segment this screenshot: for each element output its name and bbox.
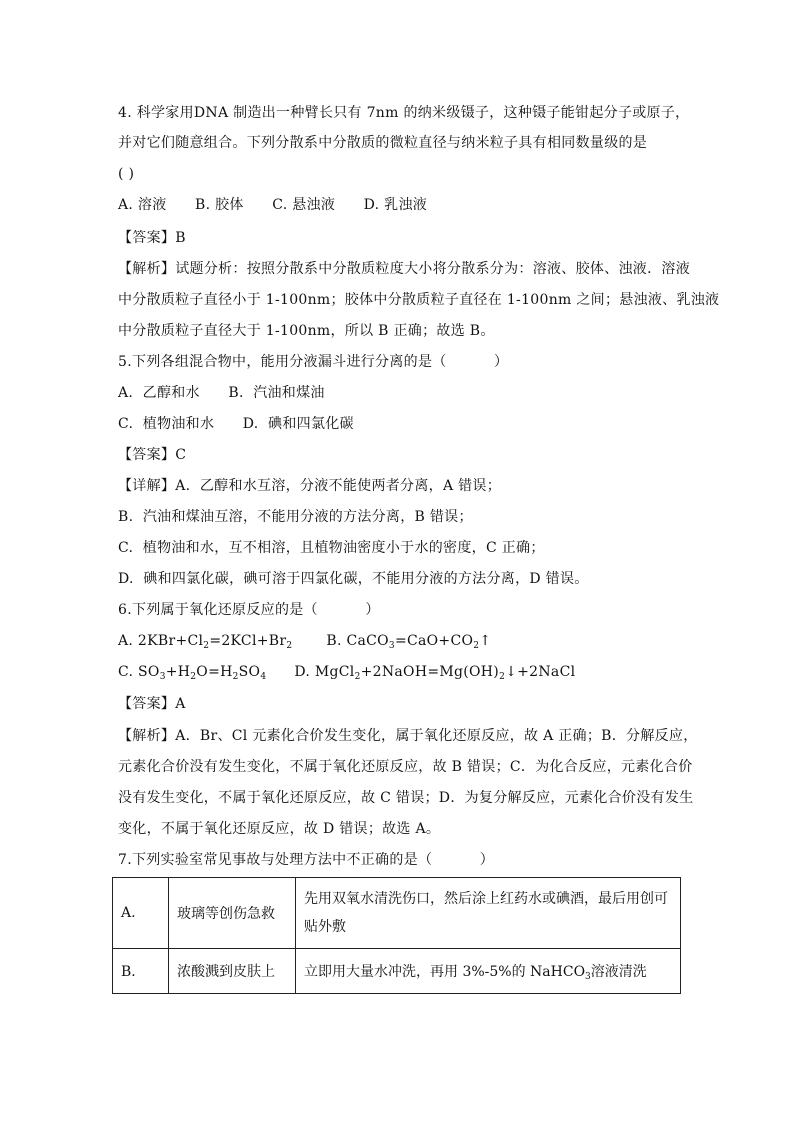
q7-table — [112, 877, 681, 994]
q6-options-cd — [118, 662, 575, 682]
q5-options-cd: C. 植物油和水 D. 碘和四氯化碳 — [118, 416, 354, 432]
q6-analysis-line4: 变化，不属于氧化还原反应，故 D 错误；故选 A。 — [118, 821, 441, 837]
q7-row-b-method: 立即用大量水冲洗，再用 3%-5%的 NaHCO$_3$溶液清洗 — [296, 949, 681, 994]
q6-analysis-line1: 【解析】A．Br、Cl 元素化合价发生变化，属于氧化还原反应，故 A 正确；B．分解反应， — [118, 728, 698, 744]
q7-stem: 7.下列实验室常见事故与处理方法中不正确的是（ ） — [118, 852, 495, 868]
q5-answer: 【答案】C — [118, 447, 187, 463]
q5-detail-line4: D. 碘和四氯化碳，碘可溶于四氯化碳，不能用分液的方法分离，D 错误。 — [118, 571, 589, 587]
q5-detail-line3: C. 植物油和水，互不相溶，且植物油密度小于水的密度，C 正确； — [118, 540, 545, 556]
q5-options-ab: A. 乙醇和水 B. 汽油和煤油 — [118, 385, 325, 401]
q4-analysis-line3: 中分散质粒子直径大于 1-100nm，所以 B 正确；故选 B。 — [118, 323, 495, 339]
q6-analysis-line2: 元素化合价没有发生变化，不属于氧化还原反应，故 B 错误；C．为化合反应，元素化合价 — [118, 759, 693, 775]
q4-answer: 【答案】B — [118, 230, 186, 246]
q4-stem-line1: 4. 科学家用DNA 制造出一种臂长只有 7nm 的纳米级镊子，这种镊子能钳起分子或原子， — [118, 105, 690, 121]
q4-analysis-line2: 中分散质粒子直径小于 1-100nm；胶体中分散质粒子直径在 1-100nm 之间；悬浊液、乳浊液 — [118, 292, 720, 308]
q6-option-c: C. $SO_3+H_2O=H_2SO_4$ — [118, 664, 267, 682]
q7-row-a-accident: 玻璃等创伤急救 — [169, 878, 296, 949]
q4-options: A. 溶液 B. 胶体 C. 悬浊液 D. 乳浊液 — [118, 197, 428, 213]
q6-analysis-line3: 没有发生变化，不属于氧化还原反应，故 C 错误；D．为复分解反应，元素化合价没有发生 — [118, 790, 694, 806]
q7-row-b-option: B． — [113, 949, 169, 994]
q5-detail-line1: 【详解】A. 乙醇和水互溶，分液不能使两者分离，A 错误； — [118, 478, 502, 494]
q6-option-a: A. $2KBr+Cl_2=2KCl+Br_2$ — [118, 633, 293, 651]
q4-answer-paren: ( ) — [118, 166, 135, 182]
table-row — [113, 878, 681, 949]
q6-stem: 6.下列属于氧化还原反应的是（ ） — [118, 602, 380, 618]
q7-row-a-option: A. — [113, 878, 169, 949]
q6-options-ab — [118, 631, 491, 651]
q4-stem-line2: 并对它们随意组合。下列分散系中分散质的微粒直径与纳米粒子具有相同数量级的是 — [118, 135, 648, 151]
q7-row-b-accident: 浓酸溅到皮肤上 — [169, 949, 296, 994]
q6-option-b: B. $CaCO_3=CaO+CO_2↑$ — [326, 633, 492, 651]
table-row — [113, 949, 681, 994]
q6-answer: 【答案】A — [118, 696, 186, 712]
q5-detail-line2: B. 汽油和煤油互溶，不能用分液的方法分离，B 错误； — [118, 509, 473, 525]
q7-row-a-method: 先用双氧水清洗伤口，然后涂上红药水或碘酒，最后用创可贴外敷 — [296, 878, 681, 949]
q6-option-d: D. $MgCl_2+2NaOH=Mg(OH)_2↓+2NaCl$ — [294, 664, 576, 682]
q4-analysis-line1: 【解析】试题分析：按照分散系中分散质粒度大小将分散系分为：溶液、胶体、浊液．溶液 — [118, 261, 690, 277]
q5-stem: 5.下列各组混合物中，能用分液漏斗进行分离的是（ ） — [118, 354, 509, 370]
